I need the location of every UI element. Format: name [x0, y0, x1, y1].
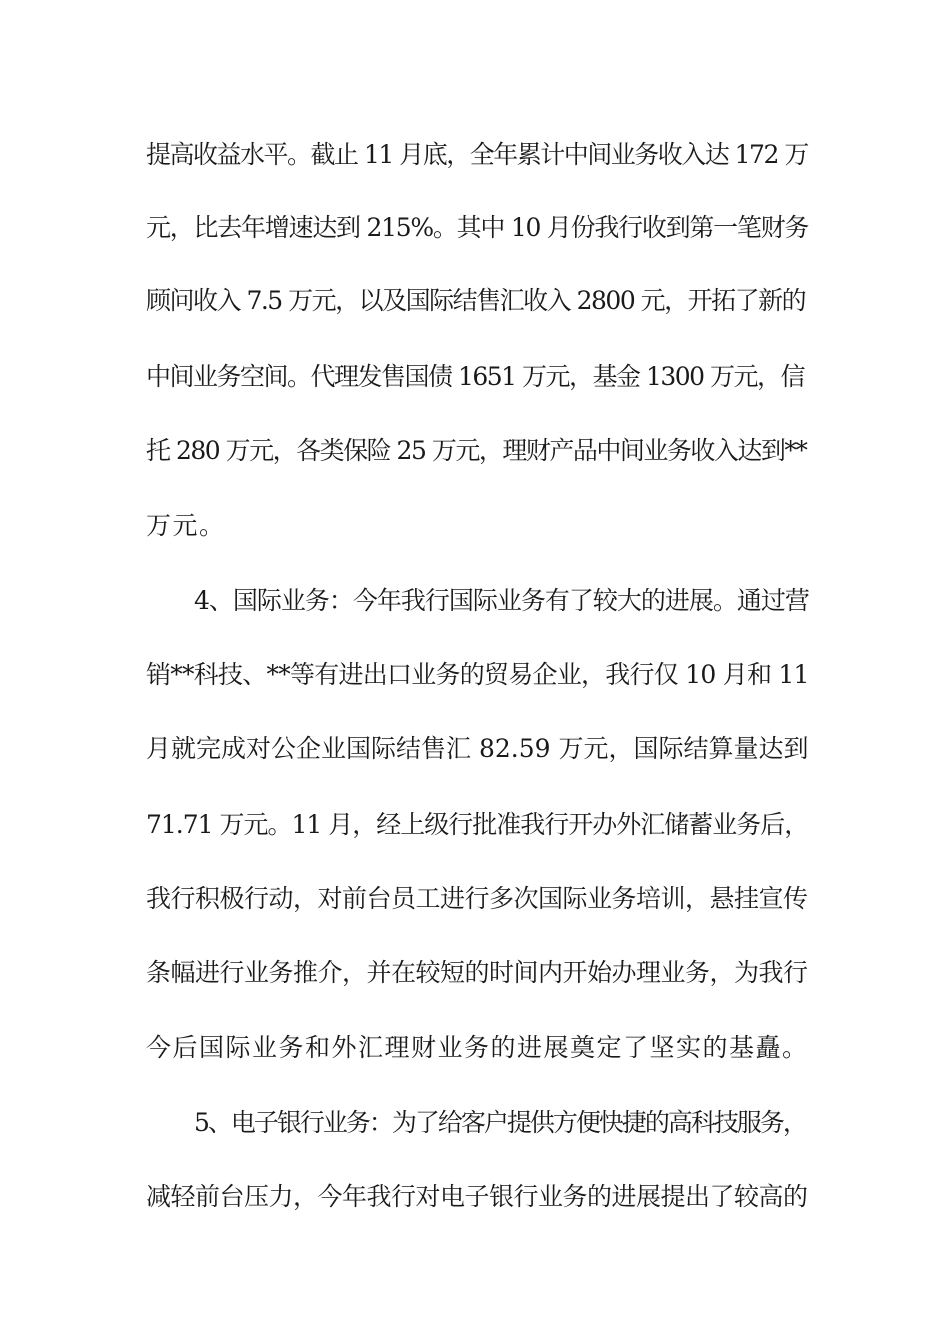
- paragraph-5-first-line: 5、电子银行业务：为了给客户提供方便快捷的高科技服务，: [194, 1108, 806, 1137]
- text-line: 今后国际业务和外汇理财业务的进展奠定了坚实的基矗。: [146, 1033, 809, 1062]
- text-line: 减轻前台压力，今年我行对电子银行业务的进展提出了较高的: [146, 1182, 808, 1211]
- text-line: 元，比去年增速达到 215%。其中 10 月份我行收到第一笔财务: [146, 213, 809, 242]
- text-line: 条幅进行业务推介，并在较短的时间内开始办理业务，为我行: [146, 958, 808, 987]
- paragraph-4-first-line: 4、国际业务：今年我行国际业务有了较大的进展。通过营: [194, 586, 809, 615]
- text-line: 顾问收入 7.5 万元，以及国际结售汇收入 2800 元，开拓了新的: [146, 286, 806, 315]
- text-line: 销**科技、**等有进出口业务的贸易企业，我行仅 10 月和 11: [146, 660, 809, 689]
- text-line: 71.71 万元。11 月，经上级行批准我行开办外汇储蓄业务后，: [146, 810, 809, 839]
- text-line: 中间业务空间。代理发售国债 1651 万元，基金 1300 万元，信: [146, 362, 805, 391]
- text-line: 万元。: [146, 511, 226, 540]
- text-line: 月就完成对公企业国际结售汇 82.59 万元，国际结算量达到: [146, 734, 809, 763]
- text-line: 我行积极行动，对前台员工进行多次国际业务培训，悬挂宣传: [146, 884, 808, 913]
- text-line: 托 280 万元，各类保险 25 万元，理财产品中间业务收入达到**: [146, 436, 807, 465]
- text-line: 提高收益水平。截止 11 月底，全年累计中间业务收入达 172 万: [146, 140, 808, 169]
